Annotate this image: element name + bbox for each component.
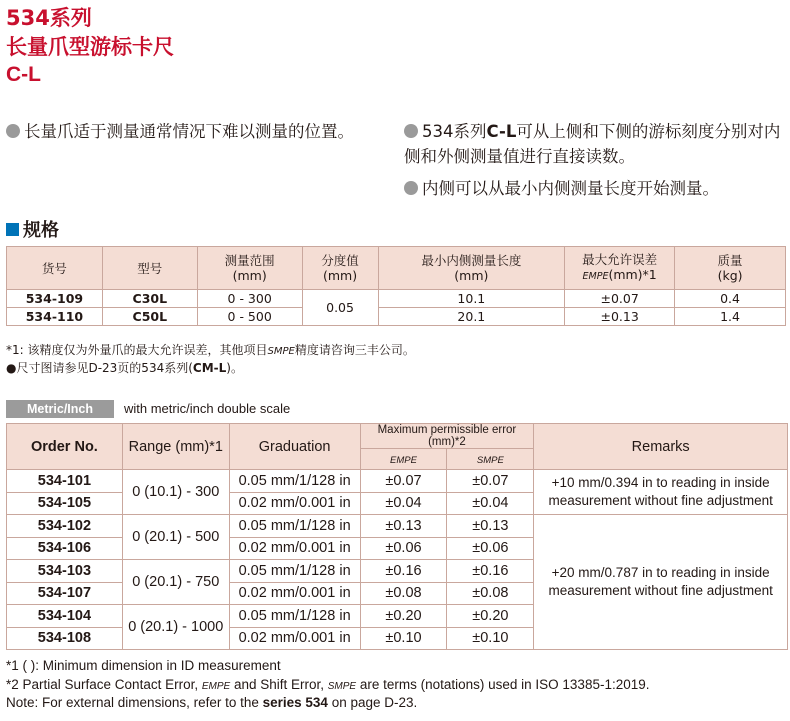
square-icon xyxy=(6,223,19,236)
feature-2-text-c: 可从上侧和下侧的游标刻度分别对内侧和外侧测量值进行直接读数。 xyxy=(404,122,781,166)
feature-2-text-b: C-L xyxy=(486,122,517,141)
metric-inch-tag: Metric/Inch xyxy=(6,400,114,418)
col-graduation: Graduation xyxy=(229,424,360,470)
smpe-cell: ±0.10 xyxy=(447,627,534,650)
mass-cell: 0.4 xyxy=(675,290,786,308)
order-cell: 534-103 xyxy=(7,560,123,583)
col-mpe: Maximum permissible error (mm)*2 xyxy=(360,424,534,449)
col-mpe: 最大允许误差 EMPE(mm)*1 xyxy=(565,247,675,290)
mpe-cell: ±0.13 xyxy=(565,308,675,326)
footnote-1: *1 ( ): Minimum dimension in ID measurement xyxy=(6,658,281,673)
smpe-cell: ±0.20 xyxy=(447,605,534,628)
col-empe: EMPE xyxy=(360,449,447,470)
graduation-cell: 0.02 mm/0.001 in xyxy=(229,582,360,605)
feature-3-text: 内侧可以从最小内侧测量长度开始测量。 xyxy=(422,179,719,198)
smpe-cell: ±0.07 xyxy=(447,470,534,493)
col-model: 型号 xyxy=(102,247,197,290)
empe-cell: ±0.16 xyxy=(360,560,447,583)
feature-3 xyxy=(404,176,788,201)
table-row xyxy=(7,515,788,538)
table-row xyxy=(7,290,786,308)
bullet-icon xyxy=(404,181,418,195)
model-cell: C30L xyxy=(102,290,197,308)
footnote-3: Note: For external dimensions, refer to the series 534 on page D-23. xyxy=(6,695,418,710)
bullet-icon xyxy=(404,124,418,138)
graduation-cell: 0.05 mm/1/128 in xyxy=(229,470,360,493)
order-cell: 534-105 xyxy=(7,492,123,515)
table-row xyxy=(7,470,788,493)
col-mass: 质量 (kg) xyxy=(675,247,786,290)
spec-heading xyxy=(6,216,59,242)
bullet-icon xyxy=(6,124,20,138)
range-cell: 0 (20.1) - 750 xyxy=(122,560,229,605)
note-2: ●尺寸图请参见D-23页的534系列(CM-L)。 xyxy=(6,361,243,375)
feature-2 xyxy=(404,119,788,169)
spec-table xyxy=(6,246,786,326)
min-inside-cell: 20.1 xyxy=(378,308,565,326)
range-cell: 0 (20.1) - 1000 xyxy=(122,605,229,650)
series-title: 534系列 xyxy=(6,6,92,30)
empe-cell: ±0.20 xyxy=(360,605,447,628)
order-cell: 534-101 xyxy=(7,470,123,493)
remarks-cell: +10 mm/0.394 in to reading in inside measurement without fine adjustment xyxy=(534,470,788,515)
graduation-cell: 0.05 mm/1/128 in xyxy=(229,560,360,583)
smpe-cell: ±0.06 xyxy=(447,537,534,560)
model-title: C-L xyxy=(6,63,41,86)
graduation-cell: 0.05 xyxy=(302,290,378,326)
empe-cell: ±0.10 xyxy=(360,627,447,650)
graduation-cell: 0.02 mm/0.001 in xyxy=(229,627,360,650)
order-cell: 534-110 xyxy=(7,308,103,326)
feature-1-text: 长量爪适于测量通常情况下难以测量的位置。 xyxy=(24,122,354,141)
mass-cell: 1.4 xyxy=(675,308,786,326)
order-cell: 534-102 xyxy=(7,515,123,538)
order-cell: 534-106 xyxy=(7,537,123,560)
smpe-cell: ±0.08 xyxy=(447,582,534,605)
metric-table xyxy=(6,423,788,650)
smpe-cell: ±0.13 xyxy=(447,515,534,538)
range-cell: 0 - 500 xyxy=(197,308,302,326)
col-range: 测量范围 (mm) xyxy=(197,247,302,290)
smpe-cell: ±0.16 xyxy=(447,560,534,583)
empe-cell: ±0.07 xyxy=(360,470,447,493)
order-cell: 534-107 xyxy=(7,582,123,605)
col-smpe: SMPE xyxy=(447,449,534,470)
remarks-cell: +20 mm/0.787 in to reading in inside measurement without fine adjustment xyxy=(534,515,788,650)
col-min-inside: 最小内侧测量长度 (mm) xyxy=(378,247,565,290)
footnote-2: *2 Partial Surface Contact Error, EMPE and Shift Error, SMPE are terms (notations) used in ISO 13385-1:2019. xyxy=(6,677,650,692)
model-cell: C50L xyxy=(102,308,197,326)
metric-subtitle: with metric/inch double scale xyxy=(124,401,291,416)
col-graduation: 分度值 (mm) xyxy=(302,247,378,290)
product-title: 长量爪型游标卡尺 xyxy=(6,35,174,59)
empe-cell: ±0.08 xyxy=(360,582,447,605)
feature-2-text-a: 534系列 xyxy=(422,122,487,141)
mpe-cell: ±0.07 xyxy=(565,290,675,308)
graduation-cell: 0.02 mm/0.001 in xyxy=(229,537,360,560)
col-order-no: Order No. xyxy=(7,424,123,470)
min-inside-cell: 10.1 xyxy=(378,290,565,308)
note-1: *1: 该精度仅为外量爪的最大允许误差，其他项目SMPE精度请咨询三丰公司。 xyxy=(6,343,415,357)
table-row xyxy=(7,308,786,326)
empe-cell: ±0.04 xyxy=(360,492,447,515)
graduation-cell: 0.02 mm/0.001 in xyxy=(229,492,360,515)
spec-header-row xyxy=(7,247,786,290)
order-cell: 534-108 xyxy=(7,627,123,650)
order-cell: 534-109 xyxy=(7,290,103,308)
spec-heading-text: 规格 xyxy=(23,220,59,241)
col-order: 货号 xyxy=(7,247,103,290)
smpe-cell: ±0.04 xyxy=(447,492,534,515)
metric-header-row-1 xyxy=(7,424,788,449)
order-cell: 534-104 xyxy=(7,605,123,628)
empe-cell: ±0.06 xyxy=(360,537,447,560)
graduation-cell: 0.05 mm/1/128 in xyxy=(229,605,360,628)
empe-cell: ±0.13 xyxy=(360,515,447,538)
range-cell: 0 (20.1) - 500 xyxy=(122,515,229,560)
range-cell: 0 (10.1) - 300 xyxy=(122,470,229,515)
range-cell: 0 - 300 xyxy=(197,290,302,308)
feature-1 xyxy=(6,119,396,144)
graduation-cell: 0.05 mm/1/128 in xyxy=(229,515,360,538)
col-range: Range (mm)*1 xyxy=(122,424,229,470)
col-remarks: Remarks xyxy=(534,424,788,470)
